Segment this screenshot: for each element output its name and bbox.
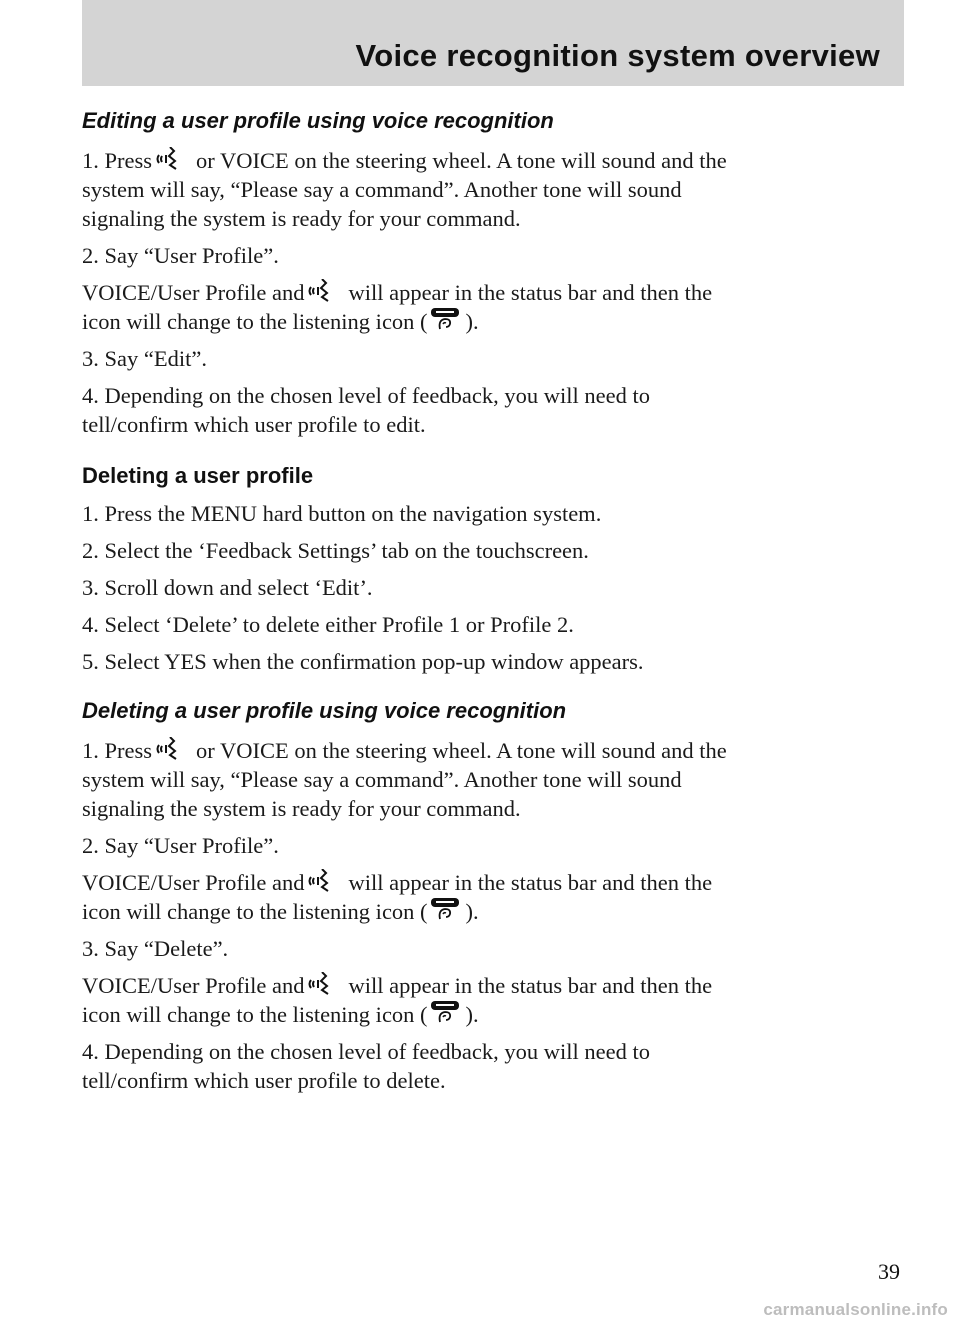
page-number: 39 [878,1259,900,1284]
voice-button-icon [156,737,182,761]
delete-step-5: 5. Select YES when the confirmation pop-up window appears. [82,649,644,674]
delvoice-status-note-1: VOICE/User Profile and will appear in the status bar and then the icon will change to the listening icon ( ). [82,870,713,924]
page-header [82,0,904,86]
voice-button-icon [308,869,334,893]
delete-step-2: 2. Select the ‘Feedback Settings’ tab on the touchscreen. [82,538,589,563]
edit-step-4: 4. Depending on the chosen level of feedback, you will need to tell/confirm which user profile to edit. [82,383,650,437]
delete-step-3: 3. Scroll down and select ‘Edit’. [82,575,373,600]
delvoice-step-1: 1. Press or VOICE on the steering wheel. A tone will sound and the system will say, “Please say a command”. Another tone will sound signaling the system is ready for your command. [82,738,727,821]
edit-step-1-line-1: 1. Press or VOICE on the steering wheel. A tone will sound and the [82,148,727,173]
edit-status-note: VOICE/User Profile and will appear in the status bar and then the icon will change to the listening icon ( ). [82,280,713,334]
listening-icon [430,1000,460,1024]
watermark: carmanualsonline.info [763,1300,948,1319]
listening-icon [430,897,460,921]
page-content [82,106,902,1103]
delvoice-step-4: 4. Depending on the chosen level of feedback, you will need to tell/confirm which user profile to delete. [82,1039,650,1093]
edit-step-2: 2. Say “User Profile”. [82,243,279,268]
voice-button-icon [156,147,182,171]
voice-button-icon [308,972,334,996]
heading-delete-voice: Deleting a user profile using voice recognition [82,698,567,723]
heading-delete: Deleting a user profile [82,463,314,488]
listening-icon [430,307,460,331]
page-title: Voice recognition system overview [355,38,880,73]
edit-step-1: 1. Press or VOICE on the steering wheel. A tone will sound and the system will say, “Please say a command”. Another tone will sound signaling the system is ready for your command. [82,146,902,233]
delvoice-step-3: 3. Say “Delete”. [82,936,229,961]
delete-step-4: 4. Select ‘Delete’ to delete either Profile 1 or Profile 2. [82,612,574,637]
voice-button-icon [308,279,334,303]
delvoice-step-2: 2. Say “User Profile”. [82,833,279,858]
edit-step-3: 3. Say “Edit”. [82,346,207,371]
delvoice-status-note-2: VOICE/User Profile and will appear in the status bar and then the icon will change to the listening icon ( ). [82,973,713,1027]
heading-edit-voice: Editing a user profile using voice recognition [82,108,554,133]
delete-step-1: 1. Press the MENU hard button on the navigation system. [82,501,602,526]
